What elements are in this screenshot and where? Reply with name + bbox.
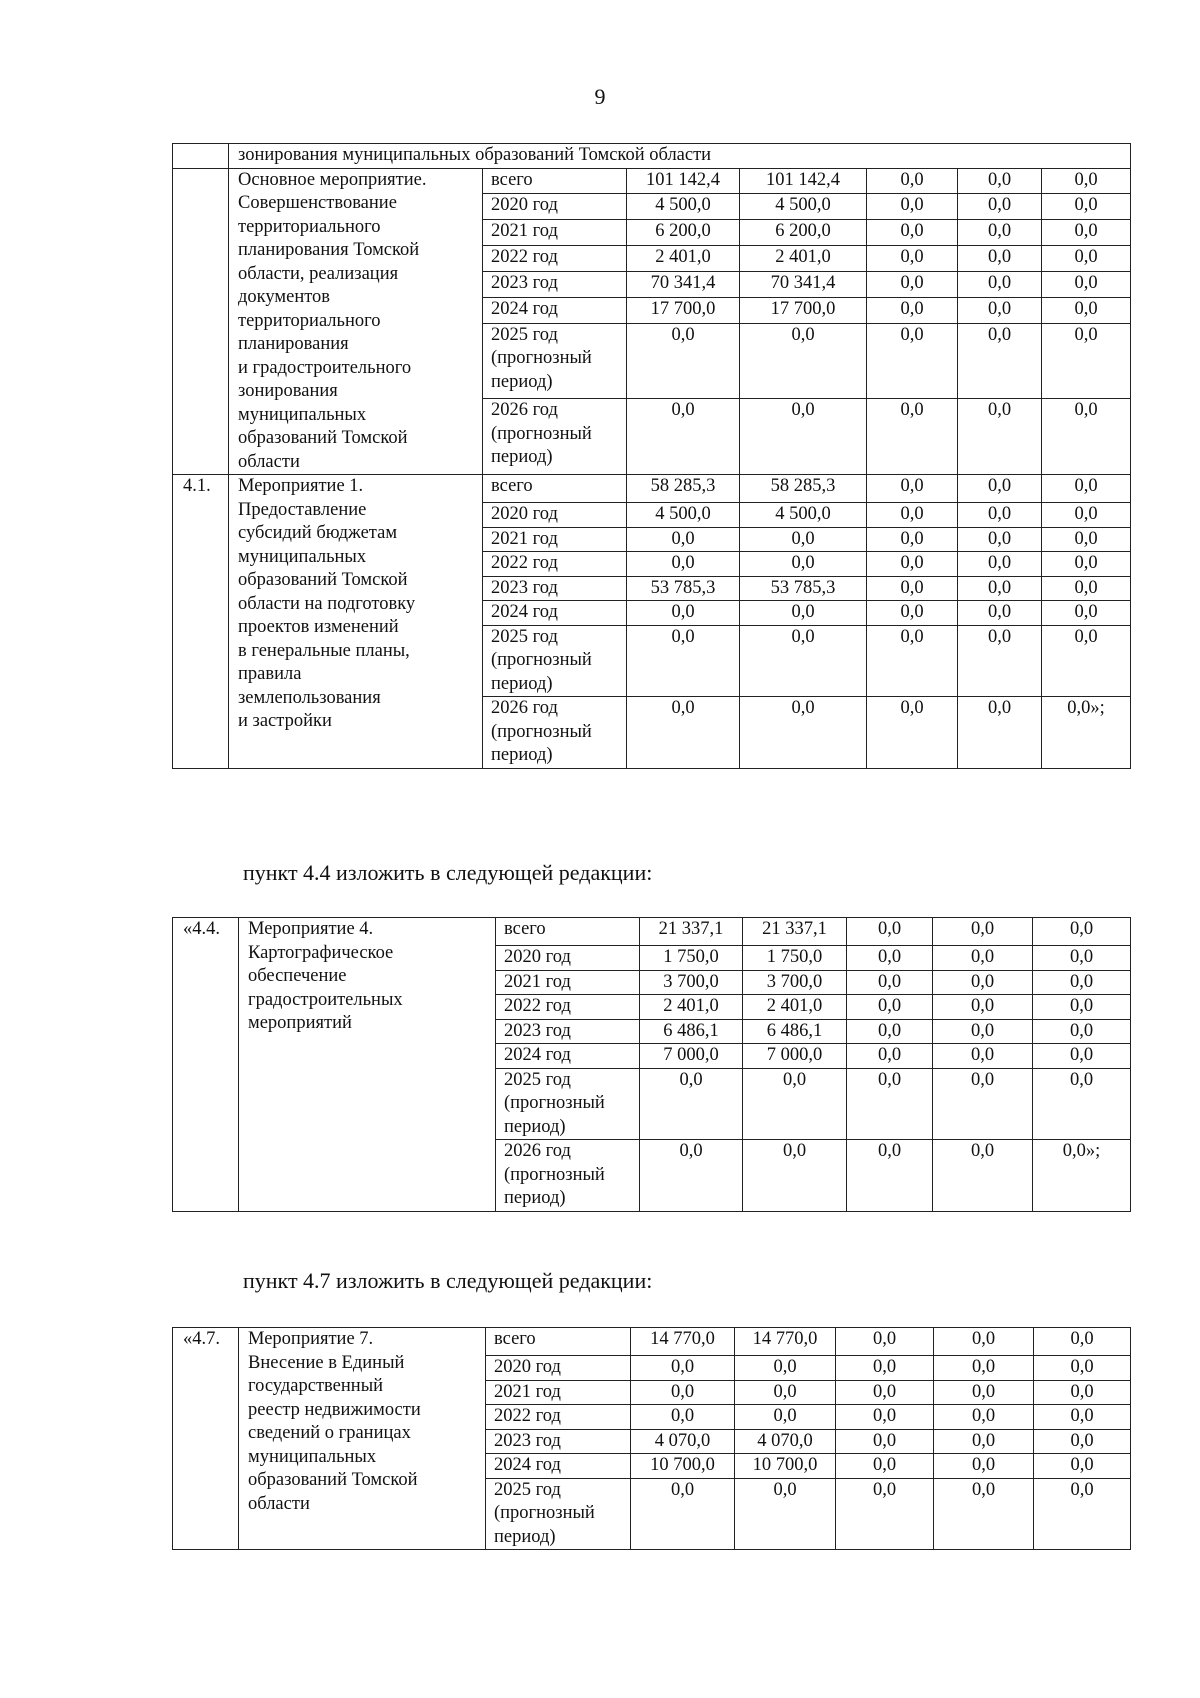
year-line: 2023 год	[494, 1430, 561, 1451]
description-line: Основное мероприятие.	[238, 169, 427, 190]
value-cell-v2: 0,0	[743, 1140, 847, 1212]
description-line: территориального	[238, 216, 381, 237]
value-cell-v3: 0,0	[867, 601, 958, 626]
value-cell-v1: 58 285,3	[627, 475, 740, 503]
value-cell-v5: 0,0	[1042, 552, 1131, 577]
value-cell-v5: 0,0	[1042, 194, 1131, 220]
year-cell	[486, 1405, 631, 1430]
year-cell	[483, 552, 627, 577]
description-line: правила	[238, 664, 302, 684]
value-cell-v5: 0,0»;	[1033, 1140, 1131, 1212]
year-cell	[496, 970, 640, 995]
description-line: проектов изменений	[238, 617, 399, 637]
value-cell-v2: 4 500,0	[740, 503, 867, 528]
value-cell-v5: 0,0	[1033, 995, 1131, 1020]
table-row	[173, 168, 1131, 194]
value-cell-v5: 0,0	[1033, 946, 1131, 971]
budget-table-1	[172, 143, 1131, 769]
year-line: (прогнозный	[504, 1164, 605, 1185]
value-cell-v2: 0,0	[735, 1478, 836, 1550]
description-line: документов	[238, 287, 331, 307]
value-cell-v4: 0,0	[934, 1405, 1034, 1430]
value-cell-v2: 6 486,1	[743, 1019, 847, 1044]
year-cell	[483, 527, 627, 552]
description-line: муниципальных	[238, 404, 367, 425]
value-cell-v3: 0,0	[867, 697, 958, 769]
value-cell-v1: 7 000,0	[640, 1044, 743, 1069]
value-cell-v5: 0,0	[1042, 576, 1131, 601]
year-cell	[496, 1140, 640, 1212]
value-cell-v1: 0,0	[631, 1380, 735, 1405]
value-cell-v4: 0,0	[958, 272, 1042, 298]
year-line: 2023 год	[491, 273, 558, 294]
value-cell-v1: 0,0	[631, 1356, 735, 1381]
description-line: и застройки	[238, 711, 332, 731]
description-line: мероприятий	[248, 1013, 352, 1033]
year-cell	[486, 1429, 631, 1454]
description-line: образований Томской	[238, 428, 408, 448]
value-cell-v5: 0,0	[1033, 1068, 1131, 1140]
value-cell-v1: 0,0	[640, 1140, 743, 1212]
year-line: 2024 год	[494, 1455, 561, 1475]
value-cell-v4: 0,0	[958, 246, 1042, 272]
instruction-4-7: пункт 4.7 изложить в следующей редакции:	[243, 1268, 653, 1293]
year-line: период)	[491, 447, 553, 468]
value-cell-v3: 0,0	[867, 503, 958, 528]
value-cell-v3: 0,0	[836, 1356, 934, 1381]
value-cell-v4: 0,0	[958, 503, 1042, 528]
description-line: Предоставление	[238, 499, 367, 520]
value-cell-v3: 0,0	[867, 552, 958, 577]
value-cell-v3: 0,0	[836, 1429, 934, 1454]
value-cell-v1: 101 142,4	[627, 168, 740, 194]
year-cell	[483, 399, 627, 475]
value-cell-v5: 0,0	[1033, 1044, 1131, 1069]
value-cell-v5: 0,0	[1042, 220, 1131, 246]
value-cell-v1: 1 750,0	[640, 946, 743, 971]
value-cell-v4: 0,0	[934, 1454, 1034, 1479]
table-3-body	[173, 1328, 1131, 1550]
value-cell-v4: 0,0	[958, 601, 1042, 626]
description-line: Внесение в Единый	[248, 1352, 405, 1373]
value-cell-v4: 0,0	[958, 697, 1042, 769]
description-line: субсидий бюджетам	[238, 523, 398, 543]
year-cell	[486, 1356, 631, 1381]
value-cell-v2: 0,0	[735, 1356, 836, 1381]
year-line: период)	[494, 1526, 556, 1547]
year-line: всего	[491, 476, 533, 496]
value-cell-v3: 0,0	[847, 1044, 933, 1069]
value-cell-v3: 0,0	[836, 1454, 934, 1479]
year-line: 2020 год	[504, 947, 571, 967]
value-cell-v5: 0,0	[1042, 625, 1131, 697]
measure-description-cell	[239, 1328, 486, 1550]
value-cell-v2: 0,0	[740, 601, 867, 626]
value-cell-v3: 0,0	[836, 1478, 934, 1550]
value-cell-v1: 0,0	[627, 399, 740, 475]
description-line: градостроительных	[248, 989, 403, 1010]
value-cell-v1: 2 401,0	[627, 246, 740, 272]
year-line: (прогнозный	[491, 650, 592, 670]
value-cell-v4: 0,0	[958, 576, 1042, 601]
description-line: Мероприятие 7.	[248, 1329, 374, 1349]
value-cell-v1: 0,0	[627, 601, 740, 626]
value-cell-v2: 0,0	[735, 1405, 836, 1430]
value-cell-v5: 0,0	[1042, 323, 1131, 399]
table-1-body	[173, 144, 1131, 769]
value-cell-v3: 0,0	[847, 1140, 933, 1212]
year-cell	[483, 168, 627, 194]
year-cell	[496, 1044, 640, 1069]
year-line: период)	[491, 745, 553, 765]
value-cell-v4: 0,0	[958, 168, 1042, 194]
value-cell-v2: 53 785,3	[740, 576, 867, 601]
value-cell-v2: 3 700,0	[743, 970, 847, 995]
value-cell-v2: 0,0	[740, 399, 867, 475]
description-line: землепользования	[238, 687, 381, 708]
value-cell-v4: 0,0	[958, 194, 1042, 220]
value-cell-v2: 10 700,0	[735, 1454, 836, 1479]
value-cell-v3: 0,0	[836, 1380, 934, 1405]
measure-description-cell	[229, 168, 483, 475]
value-cell-v1: 0,0	[627, 625, 740, 697]
year-cell	[483, 503, 627, 528]
value-cell-v1: 17 700,0	[627, 297, 740, 323]
year-cell	[486, 1454, 631, 1479]
year-cell	[496, 1068, 640, 1140]
year-line: 2025 год	[491, 324, 558, 345]
year-cell	[483, 220, 627, 246]
year-cell	[483, 297, 627, 323]
value-cell-v3: 0,0	[847, 1068, 933, 1140]
value-cell-v4: 0,0	[958, 552, 1042, 577]
value-cell-v2: 70 341,4	[740, 272, 867, 298]
row-number-cell	[173, 168, 229, 475]
value-cell-v3: 0,0	[867, 625, 958, 697]
value-cell-v1: 0,0	[631, 1405, 735, 1430]
value-cell-v5: 0,0»;	[1042, 697, 1131, 769]
year-cell	[486, 1328, 631, 1356]
description-line: муниципальных	[248, 1446, 377, 1467]
value-cell-v5: 0,0	[1042, 168, 1131, 194]
value-cell-v2: 0,0	[735, 1380, 836, 1405]
year-line: 2023 год	[491, 577, 558, 598]
header-blank-cell	[173, 144, 229, 169]
value-cell-v5: 0,0	[1042, 246, 1131, 272]
year-line: период)	[504, 1188, 566, 1208]
year-line: 2026 год	[504, 1141, 571, 1161]
value-cell-v5: 0,0	[1033, 1019, 1131, 1044]
value-cell-v4: 0,0	[934, 1429, 1034, 1454]
value-cell-v4: 0,0	[958, 323, 1042, 399]
value-cell-v3: 0,0	[847, 1019, 933, 1044]
year-cell	[496, 1019, 640, 1044]
description-line: государственный	[248, 1376, 384, 1396]
description-line: образований Томской	[238, 570, 408, 590]
description-line: обеспечение	[248, 966, 347, 986]
value-cell-v3: 0,0	[836, 1328, 934, 1356]
year-line: 2025 год	[504, 1069, 571, 1090]
year-cell	[483, 697, 627, 769]
value-cell-v3: 0,0	[847, 946, 933, 971]
value-cell-v1: 4 070,0	[631, 1429, 735, 1454]
value-cell-v4: 0,0	[934, 1380, 1034, 1405]
value-cell-v1: 21 337,1	[640, 918, 743, 946]
value-cell-v5: 0,0	[1042, 601, 1131, 626]
value-cell-v1: 6 486,1	[640, 1019, 743, 1044]
row-number-cell: «4.7.	[173, 1328, 239, 1550]
year-cell	[496, 918, 640, 946]
value-cell-v1: 14 770,0	[631, 1328, 735, 1356]
year-cell	[496, 946, 640, 971]
value-cell-v5: 0,0	[1042, 272, 1131, 298]
year-line: 2023 год	[504, 1020, 571, 1041]
description-line: области	[248, 1493, 310, 1514]
description-line: сведений о границах	[248, 1423, 411, 1443]
year-line: 2021 год	[491, 528, 558, 549]
value-cell-v5: 0,0	[1034, 1478, 1131, 1550]
value-cell-v4: 0,0	[933, 1019, 1033, 1044]
value-cell-v2: 14 770,0	[735, 1328, 836, 1356]
row-number-cell: 4.1.	[173, 475, 229, 769]
value-cell-v3: 0,0	[847, 970, 933, 995]
year-line: период)	[491, 673, 553, 694]
value-cell-v4: 0,0	[958, 297, 1042, 323]
year-line: 2021 год	[491, 221, 558, 242]
row-number-cell: «4.4.	[173, 918, 239, 1212]
value-cell-v2: 0,0	[740, 527, 867, 552]
value-cell-v2: 2 401,0	[740, 246, 867, 272]
year-line: 2022 год	[504, 996, 571, 1016]
year-line: всего	[491, 169, 533, 190]
year-cell	[483, 246, 627, 272]
value-cell-v4: 0,0	[934, 1328, 1034, 1356]
year-line: 2020 год	[491, 195, 558, 216]
year-line: (прогнозный	[491, 423, 592, 444]
value-cell-v4: 0,0	[958, 527, 1042, 552]
value-cell-v2: 58 285,3	[740, 475, 867, 503]
measure-description-cell	[239, 918, 496, 1212]
year-cell	[483, 272, 627, 298]
value-cell-v4: 0,0	[933, 918, 1033, 946]
value-cell-v4: 0,0	[958, 399, 1042, 475]
year-cell	[483, 625, 627, 697]
value-cell-v2: 7 000,0	[743, 1044, 847, 1069]
year-line: 2021 год	[494, 1381, 561, 1402]
value-cell-v4: 0,0	[933, 946, 1033, 971]
value-cell-v1: 2 401,0	[640, 995, 743, 1020]
instruction-4-4: пункт 4.4 изложить в следующей редакции:	[243, 860, 653, 885]
description-line: области	[238, 451, 300, 472]
year-line: (прогнозный	[494, 1503, 595, 1523]
value-cell-v2: 2 401,0	[743, 995, 847, 1020]
year-line: 2022 год	[494, 1406, 561, 1426]
description-line: и градостроительного	[238, 357, 412, 378]
description-line: Мероприятие 4.	[248, 919, 374, 939]
value-cell-v3: 0,0	[867, 399, 958, 475]
value-cell-v3: 0,0	[867, 272, 958, 298]
description-line: реестр недвижимости	[248, 1399, 421, 1420]
value-cell-v2: 0,0	[740, 625, 867, 697]
value-cell-v1: 10 700,0	[631, 1454, 735, 1479]
value-cell-v5: 0,0	[1034, 1380, 1131, 1405]
value-cell-v1: 4 500,0	[627, 503, 740, 528]
description-line: зонирования	[238, 381, 338, 401]
year-line: период)	[504, 1116, 566, 1137]
value-cell-v4: 0,0	[933, 1044, 1033, 1069]
table-row	[173, 918, 1131, 946]
description-line: муниципальных	[238, 546, 367, 567]
year-cell	[483, 576, 627, 601]
year-line: 2021 год	[504, 971, 571, 992]
year-line: 2022 год	[491, 553, 558, 573]
value-cell-v5: 0,0	[1034, 1405, 1131, 1430]
value-cell-v2: 0,0	[740, 697, 867, 769]
value-cell-v5: 0,0	[1042, 475, 1131, 503]
table-header-continuation: зонирования муниципальных образований Томской области	[229, 144, 1131, 169]
description-line: Совершенствование	[238, 193, 397, 213]
value-cell-v4: 0,0	[933, 995, 1033, 1020]
description-line: планирования Томской	[238, 240, 420, 260]
value-cell-v1: 4 500,0	[627, 194, 740, 220]
value-cell-v4: 0,0	[933, 1068, 1033, 1140]
year-line: 2020 год	[494, 1357, 561, 1377]
value-cell-v2: 0,0	[740, 323, 867, 399]
year-line: 2026 год	[491, 400, 558, 421]
value-cell-v2: 4 500,0	[740, 194, 867, 220]
measure-description-cell	[229, 475, 483, 769]
description-line: Картографическое	[248, 942, 394, 963]
value-cell-v5: 0,0	[1034, 1454, 1131, 1479]
year-line: (прогнозный	[504, 1093, 605, 1113]
year-line: всего	[494, 1329, 536, 1349]
value-cell-v4: 0,0	[958, 475, 1042, 503]
value-cell-v2: 6 200,0	[740, 220, 867, 246]
year-cell	[496, 995, 640, 1020]
value-cell-v2: 1 750,0	[743, 946, 847, 971]
value-cell-v4: 0,0	[958, 220, 1042, 246]
table-row	[173, 1328, 1131, 1356]
year-line: всего	[504, 919, 546, 939]
description-line: области на подготовку	[238, 593, 416, 614]
value-cell-v2: 0,0	[740, 552, 867, 577]
year-line: (прогнозный	[491, 721, 592, 742]
year-line: 2020 год	[491, 504, 558, 524]
value-cell-v4: 0,0	[933, 1140, 1033, 1212]
year-line: период)	[491, 371, 553, 392]
value-cell-v5: 0,0	[1033, 970, 1131, 995]
value-cell-v1: 70 341,4	[627, 272, 740, 298]
value-cell-v2: 17 700,0	[740, 297, 867, 323]
value-cell-v1: 6 200,0	[627, 220, 740, 246]
description-line: образований Томской	[248, 1470, 418, 1490]
value-cell-v1: 0,0	[627, 323, 740, 399]
value-cell-v5: 0,0	[1042, 399, 1131, 475]
year-cell	[483, 323, 627, 399]
year-cell	[486, 1478, 631, 1550]
value-cell-v2: 0,0	[743, 1068, 847, 1140]
value-cell-v1: 53 785,3	[627, 576, 740, 601]
value-cell-v1: 0,0	[631, 1478, 735, 1550]
value-cell-v1: 0,0	[627, 552, 740, 577]
budget-table-3	[172, 1327, 1131, 1550]
value-cell-v3: 0,0	[867, 168, 958, 194]
value-cell-v5: 0,0	[1034, 1356, 1131, 1381]
table-row	[173, 475, 1131, 503]
value-cell-v4: 0,0	[934, 1478, 1034, 1550]
year-line: 2026 год	[491, 698, 558, 718]
value-cell-v5: 0,0	[1042, 527, 1131, 552]
value-cell-v2: 4 070,0	[735, 1429, 836, 1454]
value-cell-v4: 0,0	[934, 1356, 1034, 1381]
description-line: области, реализация	[238, 263, 399, 284]
description-line: территориального	[238, 310, 381, 331]
year-cell	[486, 1380, 631, 1405]
value-cell-v3: 0,0	[867, 323, 958, 399]
year-cell	[483, 194, 627, 220]
value-cell-v3: 0,0	[867, 475, 958, 503]
year-line: 2024 год	[491, 602, 558, 622]
year-line: (прогнозный	[491, 348, 592, 369]
value-cell-v3: 0,0	[867, 220, 958, 246]
value-cell-v1: 0,0	[640, 1068, 743, 1140]
value-cell-v1: 3 700,0	[640, 970, 743, 995]
description-line: планирования	[238, 334, 349, 354]
table-2-body	[173, 918, 1131, 1212]
budget-table-2	[172, 917, 1131, 1212]
description-line: в генеральные планы,	[238, 640, 410, 661]
value-cell-v4: 0,0	[933, 970, 1033, 995]
value-cell-v3: 0,0	[867, 297, 958, 323]
value-cell-v2: 101 142,4	[740, 168, 867, 194]
year-line: 2025 год	[491, 626, 558, 647]
value-cell-v5: 0,0	[1034, 1328, 1131, 1356]
year-line: 2024 год	[504, 1045, 571, 1065]
value-cell-v3: 0,0	[867, 246, 958, 272]
value-cell-v5: 0,0	[1042, 297, 1131, 323]
page-number: 9	[594, 84, 606, 109]
year-line: 2022 год	[491, 247, 558, 268]
year-line: 2025 год	[494, 1479, 561, 1500]
value-cell-v3: 0,0	[847, 918, 933, 946]
value-cell-v3: 0,0	[847, 995, 933, 1020]
value-cell-v5: 0,0	[1034, 1429, 1131, 1454]
value-cell-v5: 0,0	[1042, 503, 1131, 528]
description-line: Мероприятие 1.	[238, 476, 364, 496]
value-cell-v1: 0,0	[627, 527, 740, 552]
year-line: 2024 год	[491, 298, 558, 319]
value-cell-v4: 0,0	[958, 625, 1042, 697]
value-cell-v3: 0,0	[867, 576, 958, 601]
value-cell-v3: 0,0	[836, 1405, 934, 1430]
value-cell-v3: 0,0	[867, 527, 958, 552]
value-cell-v2: 21 337,1	[743, 918, 847, 946]
value-cell-v3: 0,0	[867, 194, 958, 220]
year-cell	[483, 601, 627, 626]
value-cell-v1: 0,0	[627, 697, 740, 769]
year-cell	[483, 475, 627, 503]
value-cell-v5: 0,0	[1033, 918, 1131, 946]
